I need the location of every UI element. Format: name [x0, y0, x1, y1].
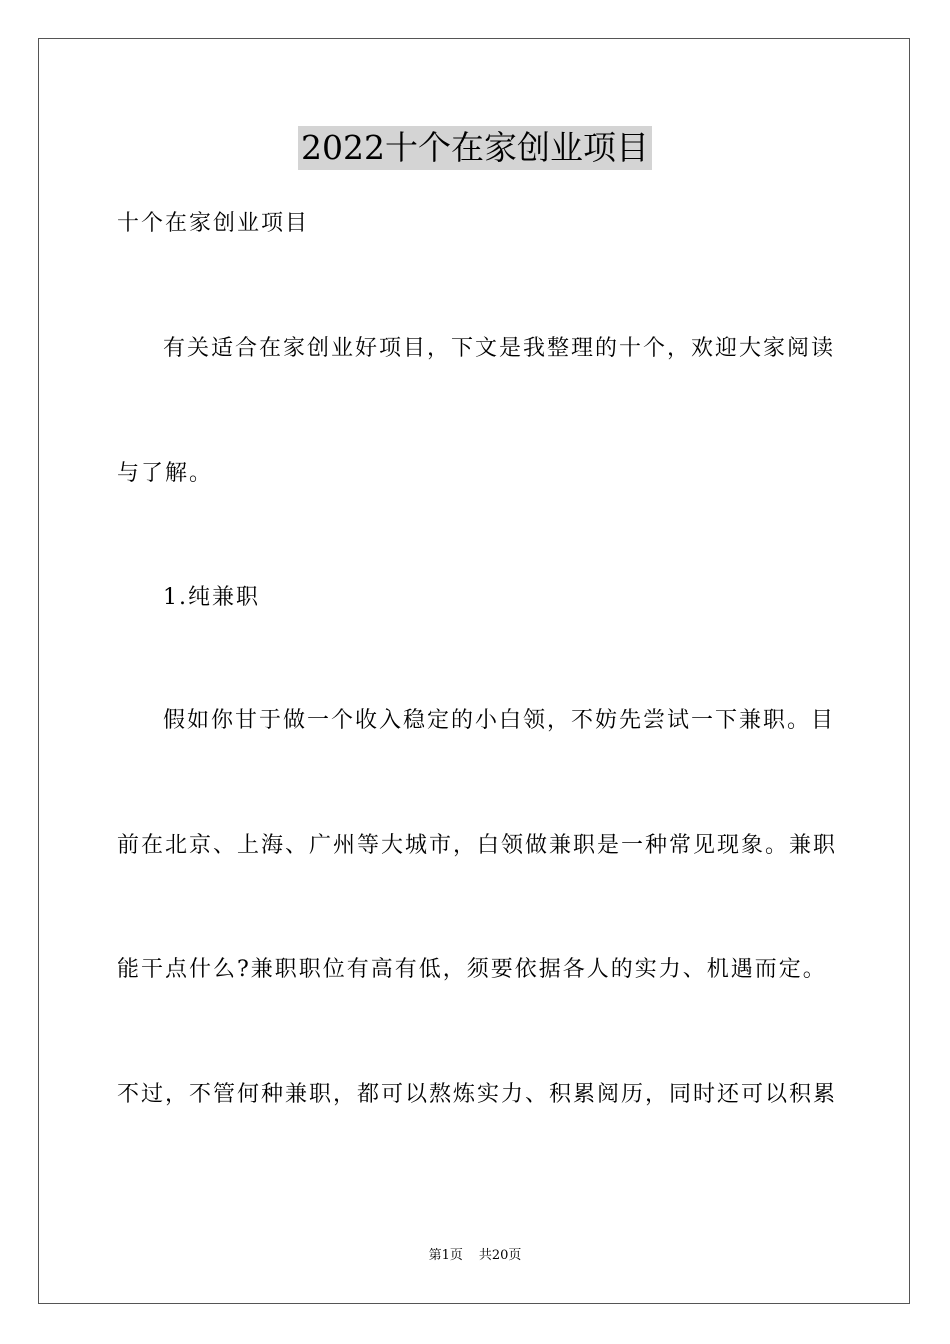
paragraph-line: 前在北京、上海、广州等大城市，白领做兼职是一种常见现象。兼职	[117, 833, 838, 858]
subtitle-line: 十个在家创业项目	[117, 211, 310, 236]
paragraph-line: 不过，不管何种兼职，都可以熬炼实力、积累阅历，同时还可以积累	[117, 1082, 838, 1107]
paragraph-line: 与了解。	[117, 461, 214, 486]
paragraph-line: 有关适合在家创业好项目，下文是我整理的十个，欢迎大家阅读	[163, 336, 836, 361]
paragraph-line: 假如你甘于做一个收入稳定的小白领，不妨先尝试一下兼职。目	[163, 708, 836, 733]
title-container	[0, 126, 950, 170]
page-footer	[0, 1246, 950, 1266]
paragraph-line: 能干点什么?兼职职位有高有低，须要依据各人的实力、机遇而定。	[117, 957, 827, 982]
section-heading: 1.纯兼职	[163, 585, 260, 610]
page-number: 第1页	[428, 1248, 463, 1263]
page-total: 共20页	[478, 1248, 522, 1263]
document-title: 2022十个在家创业项目	[298, 126, 652, 170]
